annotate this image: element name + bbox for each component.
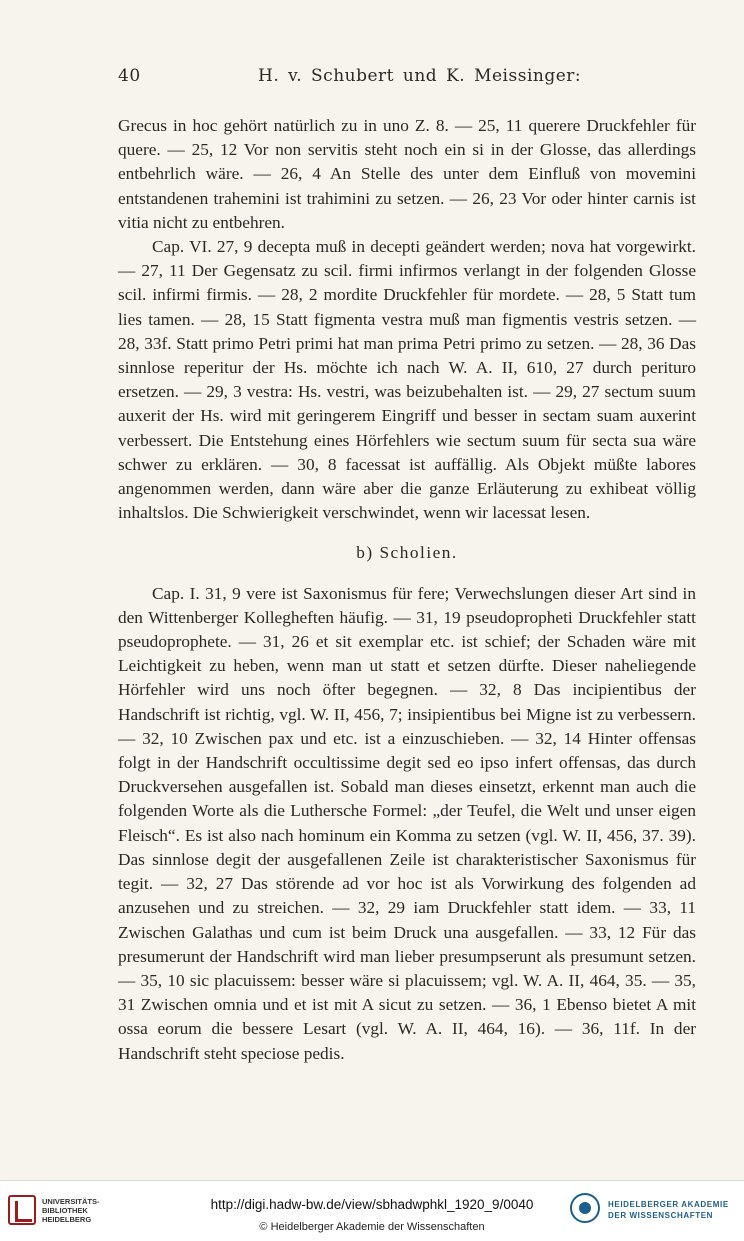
copyright-notice: © Heidelberger Akademie der Wissenschaften — [259, 1221, 485, 1233]
paragraph-3: Cap. I. 31, 9 vere ist Saxonismus für fere; Verwechslungen dieser Art sind in den Wittenberger Kollegheften häufig. — 31, 19 pseudopropheti Druckfehler statt pseudoprophete. — 31, 26 et sit exemplar etc. ist schief; der Schaden wäre mit Leichtigkeit zu heben, wenn man ut statt et setzen dürfte. Dieser naheliegende Hörfehler wird uns noch öfter begegnen. — 32, 8 Das incipientibus der Handschrift ist richtig, vgl. W. II, 456, 7; insipientibus bei Migne ist zu verbessern. — 32, 10 Zwischen pax und etc. ist a einzuschieben. — 32, 14 Hinter offensas folgt in der Handschrift occultissime degit sed eo ipso infert offensas, das durch Druckversehen ausgefallen ist. Sobald man dieses einsetzt, erkennt man auch die folgenden Worte als die Luthersche Formel: „der Teufel, die Welt und unser eigen Fleisch“. Es ist also nach hominum ein Komma zu setzen (vgl. W. II, 456, 37. 39). Das sinnlose degit der ausgefallenen Zeile ist charakteristischer Saxonismus für tegit. — 32, 27 Das störende ad vor hoc ist als Vorwirkung des folgenden ad anzusehen und zu streichen. — 32, 29 iam Druckfehler statt idem. — 33, 11 Zwischen Galathas und cum ist beim Druck una ausgefallen. — 33, 12 Für das presumerunt der Handschrift wird man lieber presumpserunt als presumunt setzen. — 35, 10 sic placuissem: besser wäre si placuissem; vgl. W. A. II, 464, 35. — 35, 31 Zwischen omnia und et ist mit A sicut zu setzen. — 36, 1 Ebenso bietet A mit ossa eorum die bessere Lesart (vgl. W. A. II, 464, 16). — 36, 11f. In der Handschrift steht speciose pedis. — [118, 583, 696, 1063]
document-body — [118, 114, 696, 1066]
document-url-link[interactable]: http://digi.hadw-bw.de/view/sbhadwphkl_1920_9/0040 — [210, 1197, 534, 1212]
academy-logo-text: HEIDELBERGER AKADEMIE DER WISSENSCHAFTEN — [608, 1200, 729, 1220]
section-heading: b) Scholien. — [356, 543, 458, 563]
paragraph-2: Cap. VI. 27, 9 decepta muß in decepti geändert werden; nova hat vorgewirkt. — 27, 11 Der Gegensatz zu scil. firmi infirmos verlangt in der folgenden Glosse scil. infirmi firmis. — 28, 2 mordite Druckfehler für mordete. — 28, 5 Statt tum lies tamen. — 28, 15 Statt figmenta vestra muß man figmentis vestris setzen. — 28, 33f. Statt primo Petri primi hat man prima Petri primo zu setzen. — 28, 36 Das sinnlose reperitur der Hs. möchte ich nach W. A. II, 610, 27 durch perituro ersetzen. — 29, 3 vestra: Hs. vestri, was beizubehalten ist. — 29, 27 sectum suum auxerit der Hs. wird mit geringerem Eingriff und besser in sectam suam auxerint verbessert. Die Entstehung eines Hörfehlers wie sectum suum für secta sua wäre schwer zu erklären. — 30, 8 facessat ist auffällig. Als Objekt müßte labores angenommen werden, dann wäre aber die ganze Erläuterung zu exhibeat völlig inhaltslos. Die Schwierigkeit verschwindet, wenn wir lacessat lesen. — [118, 237, 696, 523]
page-header — [118, 66, 696, 88]
viewer-footer — [0, 1180, 744, 1241]
page-number: 40 — [118, 66, 141, 86]
paragraph-1: Grecus in hoc gehört natürlich zu in uno Z. 8. — 25, 11 querere Druckfehler für quere. — 25, 12 Vor non servitis steht noch ein si in der Glosse, das allerdings entbehrlich wäre. — 26, 4 An Stelle des unter dem Einfluß von movemini entstandenen trahemini ist trahimini zu setzen. — 26, 23 Vor oder hinter carnis ist vitia nicht zu entbehren. — [118, 116, 696, 232]
academy-logo[interactable] — [570, 1193, 736, 1229]
library-logo-text: UNIVERSITÄTS- BIBLIOTHEK HEIDELBERG — [42, 1197, 100, 1224]
academy-seal-icon — [570, 1193, 600, 1223]
running-title: H. v. Schubert und K. Meissinger: — [258, 66, 582, 86]
